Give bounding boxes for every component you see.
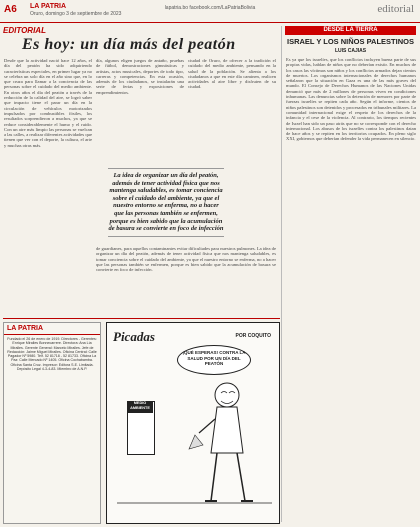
cartoon-drawing — [107, 323, 279, 523]
editorial-headline: Es hoy: un día más del peatón — [22, 36, 236, 53]
column-divider — [281, 26, 282, 522]
section-title: editorial — [377, 3, 414, 15]
opinion-headline: ISRAEL Y LOS NIÑOS PALESTINOS — [287, 37, 414, 46]
page-header — [0, 0, 420, 23]
masthead-title: LA PATRIA — [4, 323, 100, 335]
date-line: Oruro, domingo 3 de septiembre de 2023 — [30, 11, 122, 17]
editorial-bottom-text: de guardianes, para aquellos contaminantes evitar dificultades para nuestros pulmones. La idea de organizar un día del peatón, además de tener actividad física que nos mantenga saludables, es tomar conciencia sobre el cuidado del ambiente, ya que el nuestro entorno se enferma, no a hacer que las personas también se enfermen, porque es bien sabido que la acumulación de basura se convierte en foco de infección. — [96, 246, 276, 273]
paper-logo: LA PATRIA — [30, 3, 67, 10]
editorial-column-1: Desde que la actividad nació hace 12 años, el día del peatón ha sido adquiriendo características especiales, en primer lugar ya no se celebra un solo día en el año sino que, en lo que cruza para llamar a la conciencia de las personas sobre el cuidado del medio ambiente. En otros años el día del peatón a través de la reducción de la calidad del aire, se logró saber que impacto tiene el parar un día en la circulación de vehículos motorizados impulsados por combustibles fósiles, los resultados sorprendieron a muchos, ya que se reduce considerablemente el humo y el ruido. Con un aire más limpio las personas se vuelcan a las calles, a realizar diferentes actividades que tienen que ver con el deporte, la cultura, el arte y muchas otras más. — [4, 58, 92, 148]
cartoon-box — [106, 322, 280, 524]
editorial-kicker: EDITORIAL — [3, 26, 46, 35]
editorial-column-2: día, algunos eligen juegos de antaño, pruebas de fútbol, demostraciones gimnásticas y artistas, actos musicales, deportes de todo tipo, carreras y competencias. En esta ocasión, además de los ciudadanos, se instalarán una serie de ferias y exposiciones de emprendimientos. — [96, 58, 184, 95]
pull-quote: La idea de organizar un día del peatón, además de tener actividad física que nos mantenga saludables, es tomar conciencia sobre el cuidado del ambiente, ya que el nuestro entorno se enferma, no a hacer que las personas también se enfermen, porque es bien sabido que la acumulación de basura se convierte en foco de infección — [108, 168, 224, 237]
masthead-box — [3, 322, 101, 524]
section-divider — [3, 318, 280, 319]
speech-bubble: ¡QUÉ ESPERAS! CONTRA LA SALUD POR UN DÍA DEL PEATÓN — [177, 345, 251, 375]
cartoon-author: POR COQUITO — [235, 333, 271, 339]
opinion-author: LUIS CAJIAS — [334, 48, 367, 54]
web-line: lapatria.bo facebook.com/LaPatriaBolivia — [164, 5, 256, 11]
cartoon-title: Picadas — [113, 329, 155, 344]
masthead-body: Fundado el 26 de enero de 1919. Directores - Gerentes: Enrique Miralles Bonnecarrere. Directora: Ana Lía Miralles. Gerente General: Marcelo Miralles. Jefe de Redacción: Jaime Miguel Miralles. Oficina Central: Calle Pagador Nº 5980. Telf. 52 81718 - 52 81733. Oficina La Paz: Calle Mercado Nº 1405. Oficina Cochabamba. Oficina Santa Cruz. Impresor: Editora S.E. Limitada. Depósito Legal 4-3-4-83. Miembro de A.N.P. — [7, 337, 97, 372]
bin-sign: MEDIO AMBIENTE — [127, 401, 153, 413]
opinion-body: Es ya que los israelíes, que los conflictos incluyen buena parte de sus propias vidas, hablan de niños que no deberían existir. En muchos de los casos las víctimas son niños y los conflictos armados dejan cientos de muertos. Los organismos internacionales de derechos humanos señalaron que la situación en Gaza es una de las más graves del mundo. El Consejo de Derechos Humanos de las Naciones Unidas denunció que más de 2 millones de personas viven en condiciones inhumanas. Las denuncias sobre la detención de menores por parte de fuerzas israelíes se repiten cada año. Según el informe, cientos de niños palestinos son detenidos y procesados en tribunales militares. La comunidad internacional exige el respeto de los derechos de la infancia y el cese de la violencia. Al contrario, los tiempos recientes de Israel han sido un paso atrás que no se corresponde con el derecho internacional. Los abusos de los israelíes contra los palestinos datan de hace años y se repiten en los territorios ocupados. En pleno siglo XXI, gobiernos que deberían defender la vida permanecen en silencio. — [286, 57, 416, 142]
editorial-column-3: ciudad de Oruro, de ofrecer a la tradición el cuidado del medio ambiente, pensando en la salud de la población. Se alienta a los ciudadanos a que en este día caminen, realicen actividades al aire libre y disfruten de su ciudad. — [188, 58, 276, 90]
opinion-kicker: DESDE LA TIERRA — [285, 26, 416, 35]
page-number: A6 — [4, 4, 17, 15]
